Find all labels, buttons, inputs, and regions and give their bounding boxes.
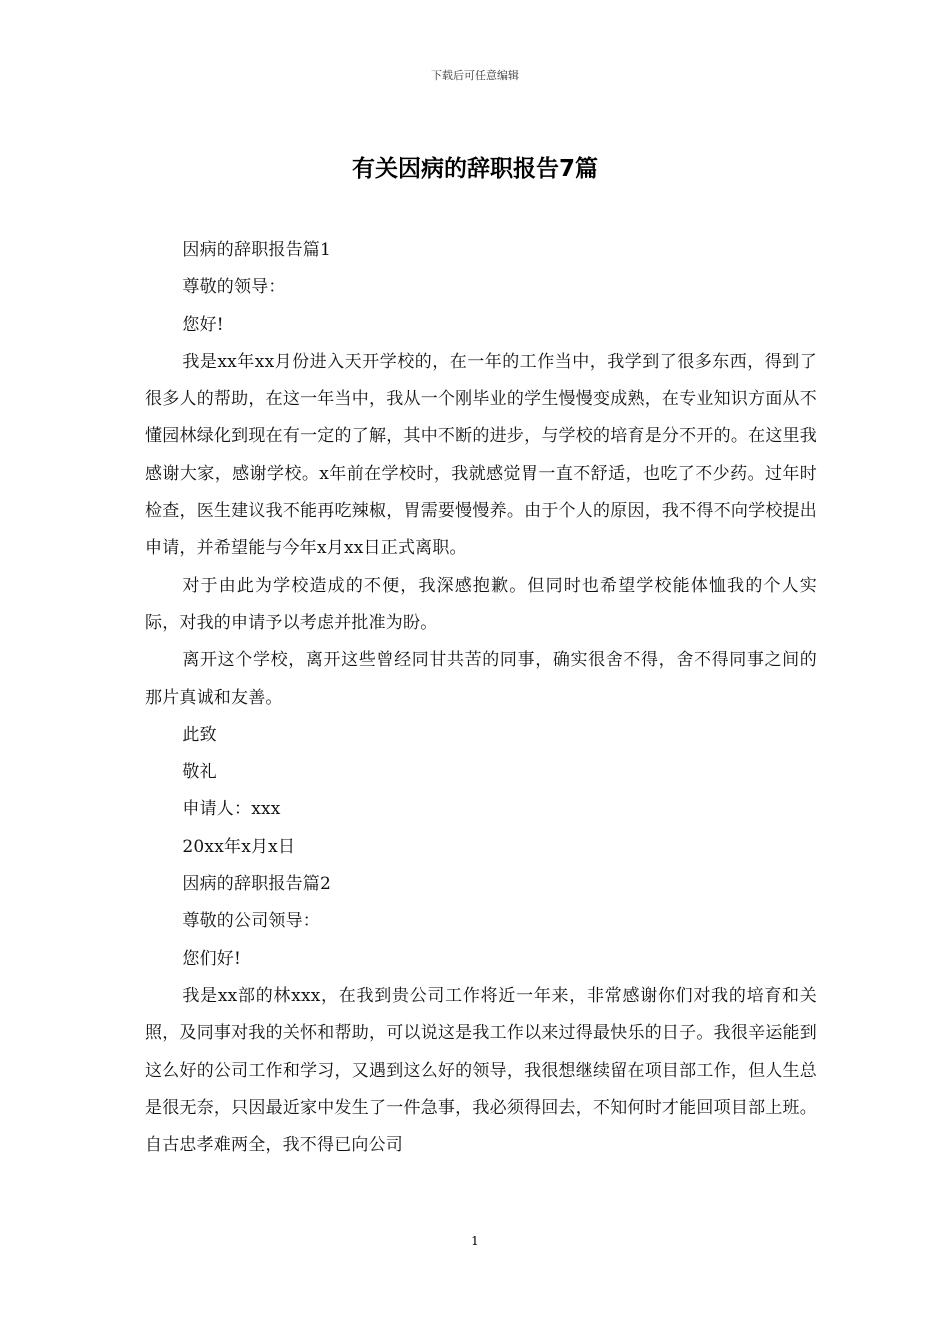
date-line: 20xx年x月x日 xyxy=(182,836,296,857)
greeting: 您好! xyxy=(182,314,224,335)
document-body xyxy=(145,232,817,1164)
section-heading-1: 因病的辞职报告篇1 xyxy=(182,240,332,260)
salutation: 尊敬的公司领导： xyxy=(182,911,320,932)
section-heading-2: 因病的辞职报告篇2 xyxy=(182,874,332,895)
applicant-line: 申请人：xxx xyxy=(182,799,281,820)
document-title: 有关因病的辞职报告7篇 xyxy=(351,156,598,182)
body-paragraph: 离开这个学校，离开这些曾经同甘共苦的同事，确实很舍不得，舍不得同事之间的那片真诚和友善。 xyxy=(145,650,817,708)
closing-line: 此致 xyxy=(182,724,217,745)
greeting: 您们好! xyxy=(182,948,242,969)
closing-regards: 敬礼 xyxy=(182,762,217,783)
page-number: 1 xyxy=(471,1234,479,1248)
body-paragraph: 我是xx年xx月份进入天开学校的，在一年的工作当中，我学到了很多东西，得到了很多人的帮助，在这一年当中，我从一个刚毕业的学生慢慢变成熟，在专业知识方面从不懂园林绿化到现在有一定的了解，其中不断的进步，与学校的培育是分不开的。在这里我感谢大家，感谢学校。x年前在学校时，我就感觉胃一直不舒适，也吃了不少药。过年时检查，医生建议我不能再吃辣椒，胃需要慢慢养。由于个人的原因，我不得不向学校提出申请，并希望能与今年x月xx日正式离职。 xyxy=(145,351,817,559)
salutation: 尊敬的领导： xyxy=(182,277,286,298)
body-paragraph: 我是xx部的林xxx，在我到贵公司工作将近一年来，非常感谢你们对我的培育和关照，及同事对我的关怀和帮助，可以说这是我工作以来过得最快乐的日子。我很辛运能到这么好的公司工作和学习，又遇到这么好的领导，我很想继续留在项目部工作，但人生总是很无奈，只因最近家中发生了一件急事，我必须得回去，不知何时才能回项目部上班。自古忠孝难两全，我不得已向公司 xyxy=(145,985,817,1156)
body-paragraph: 对于由此为学校造成的不便，我深感抱歉。但同时也希望学校能体恤我的个人实际，对我的申请予以考虑并批准为盼。 xyxy=(145,575,817,633)
header-note: 下载后可任意编辑 xyxy=(431,69,519,82)
